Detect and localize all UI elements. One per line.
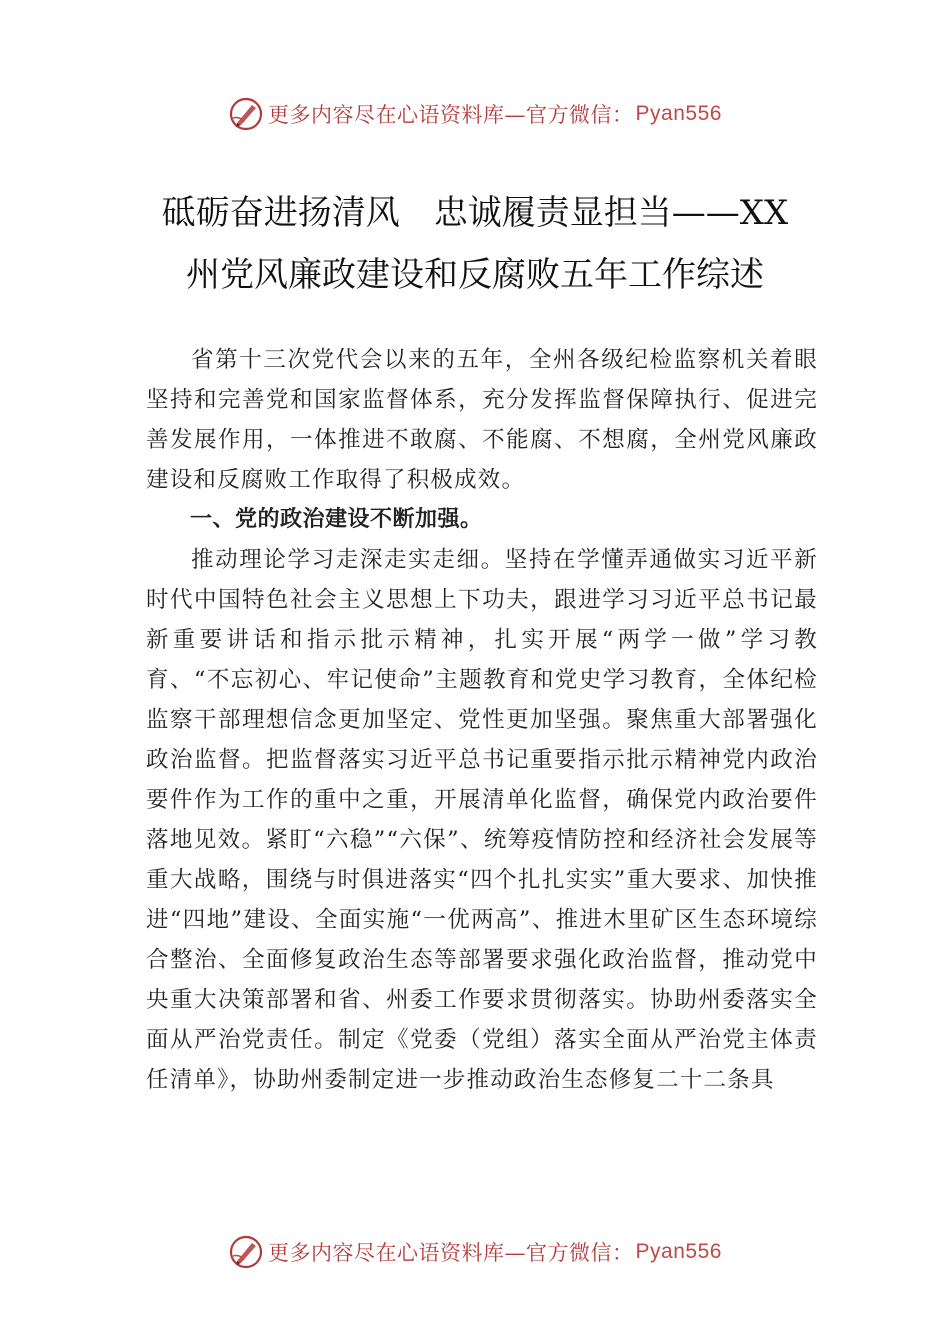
banner-text: 更多内容尽在心语资料库—官方微信： <box>268 1241 634 1265</box>
document-body <box>146 340 818 1100</box>
pen-logo-icon <box>228 1234 264 1270</box>
section-heading-1: 一、党的政治建设不断加强。 <box>190 507 483 532</box>
intro-paragraph: 省第十三次党代会以来的五年，全州各级纪检监察机关着眼坚持和完善党和国家监督体系，充分发挥监督保障执行、促进完善发展作用，一体推进不敢腐、不能腐、不想腐，全州党风廉政建设和反腐败工作取得了积极成效。 <box>146 347 818 493</box>
title-line-1: 砥砺奋进扬清风 忠诚履责显担当——XX <box>161 193 789 233</box>
banner-text: 更多内容尽在心语资料库—官方微信： <box>268 103 634 127</box>
pen-logo-icon <box>228 96 264 132</box>
document-title <box>100 182 850 306</box>
title-line-2: 州党风廉政建设和反腐败五年工作综述 <box>186 255 764 295</box>
watermark-banner-bottom <box>0 1232 950 1272</box>
banner-handle: Pyan556 <box>635 102 722 125</box>
body-paragraph-1: 推动理论学习走深走实走细。坚持在学懂弄通做实习近平新时代中国特色社会主义思想上下功夫，跟进学习习近平总书记最新重要讲话和指示批示精神，扎实开展“两学一做”学习教育、“不忘初心、牢记使命”主题教育和党史学习教育，全体纪检监察干部理想信念更加坚定、党性更加坚强。聚焦重大部署强化政治监督。把监督落实习近平总书记重要指示批示精神党内政治要件作为工作的重中之重，开展清单化监督，确保党内政治要件落地见效。紧盯“六稳”“六保”、统筹疫情防控和经济社会发展等重大战略，围绕与时俱进落实“四个扎扎实实”重大要求、加快推进“四地”建设、全面实施“一优两高”、推进木里矿区生态环境综合整治、全面修复政治生态等部署要求强化政治监督，推动党中央重大决策部署和省、州委工作要求贯彻落实。协助州委落实全面从严治党责任。制定《党委（党组）落实全面从严治党主体责任清单》，协助州委制定进一步推动政治生态修复二十二条具 <box>146 547 818 1093</box>
banner-handle: Pyan556 <box>635 1240 722 1263</box>
watermark-banner-top <box>0 94 950 134</box>
